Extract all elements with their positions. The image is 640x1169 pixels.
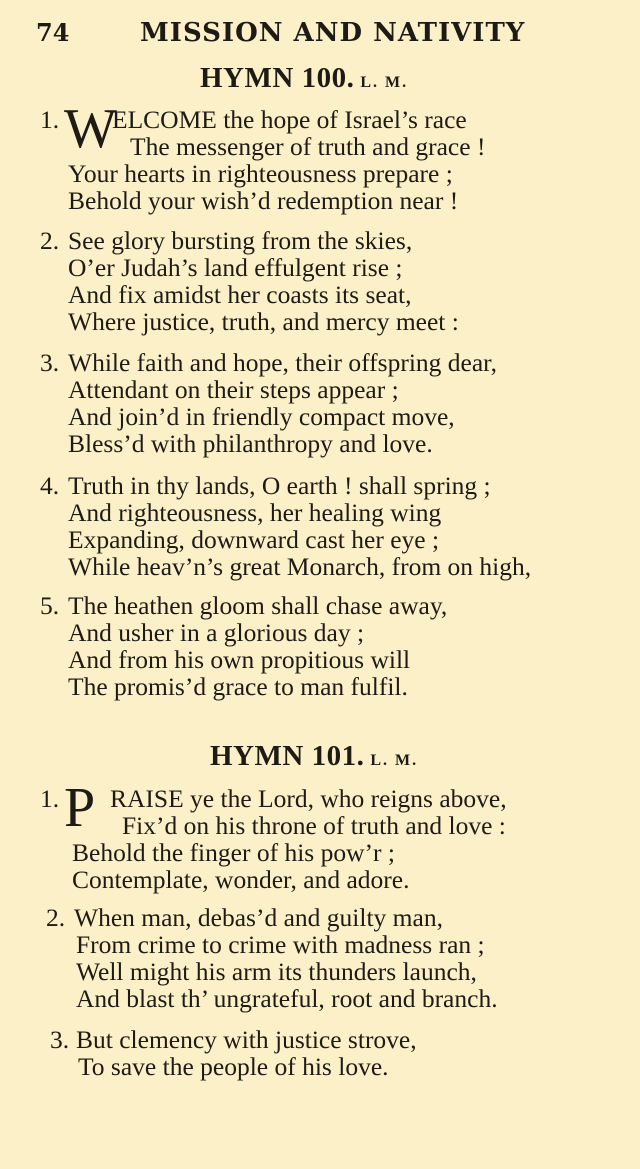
stanza <box>40 98 630 215</box>
verse-line: Truth in thy lands, O earth ! shall spring ; <box>68 471 491 500</box>
verse-line: Fix’d on his throne of truth and love : <box>122 811 506 840</box>
stanza-number: 1. <box>40 105 60 134</box>
hymn-title <box>210 740 418 773</box>
verse-line: See glory bursting from the skies, <box>68 226 413 255</box>
stanza <box>40 227 630 335</box>
verse-line: Behold the finger of his pow’r ; <box>72 838 395 867</box>
verse-line: And blast th’ ungrateful, root and branch. <box>76 984 498 1013</box>
drop-cap: W <box>64 98 117 160</box>
stanza <box>40 592 630 700</box>
verse-line: But clemency with justice strove, <box>76 1025 417 1054</box>
verse-line: The heathen gloom shall chase away, <box>68 591 448 620</box>
stanza <box>40 349 630 457</box>
hymn-meter: L. M. <box>370 752 419 769</box>
verse-line: Bless’d with philanthropy and love. <box>68 429 433 458</box>
verse-line: And from his own propitious will <box>68 645 411 674</box>
section-title: MISSION AND NATIVITY <box>140 18 526 48</box>
stanza <box>40 777 630 894</box>
verse-line: Well might his arm its thunders launch, <box>76 957 477 986</box>
verse-line: Expanding, downward cast her eye ; <box>68 525 440 554</box>
verse-line: While faith and hope, their offspring dear, <box>68 348 498 377</box>
stanza-number: 3. <box>40 348 60 377</box>
running-head <box>36 16 616 52</box>
verse-line: And righteousness, her healing wing <box>68 498 442 527</box>
drop-cap: P <box>64 777 96 839</box>
verse-line: Attendant on their steps appear ; <box>68 375 399 404</box>
verse-line: RAISE ye the Lord, who reigns above, <box>110 784 507 813</box>
stanza-number: 1. <box>40 784 60 813</box>
stanza <box>40 472 630 580</box>
stanza <box>40 904 630 1012</box>
verse-line: And join’d in friendly compact move, <box>68 402 455 431</box>
stanza-number: 3. <box>50 1025 70 1054</box>
stanza-number: 4. <box>40 471 60 500</box>
hymn-number: HYMN 100. <box>200 62 355 94</box>
verse-line: O’er Judah’s land effulgent rise ; <box>68 253 403 282</box>
verse-line: And usher in a glorious day ; <box>68 618 365 647</box>
verse-line: Contemplate, wonder, and adore. <box>72 865 410 894</box>
verse-line: The messenger of truth and grace ! <box>130 132 486 161</box>
hymn-meter: L. M. <box>360 74 409 91</box>
stanza-number: 5. <box>40 591 60 620</box>
hymn-number: HYMN 101. <box>210 740 365 772</box>
verse-line: And fix amidst her coasts its seat, <box>68 280 412 309</box>
verse-line: The promis’d grace to man fulfil. <box>68 672 408 701</box>
verse-line: To save the people of his love. <box>78 1052 389 1081</box>
page-number: 74 <box>36 18 70 47</box>
stanza-number: 2. <box>46 903 66 932</box>
verse-line: ELCOME the hope of Israel’s race <box>112 105 467 134</box>
verse-line: Behold your wish’d redemption near ! <box>68 186 459 215</box>
verse-line: Where justice, truth, and mercy meet : <box>68 307 459 336</box>
verse-line: When man, debas’d and guilty man, <box>74 903 443 932</box>
stanza-number: 2. <box>40 226 60 255</box>
hymn-title <box>200 62 408 95</box>
verse-line: While heav’n’s great Monarch, from on high, <box>68 552 532 581</box>
stanza <box>40 1026 630 1080</box>
verse-line: From crime to crime with madness ran ; <box>76 930 485 959</box>
verse-line: Your hearts in righteousness prepare ; <box>68 159 453 188</box>
